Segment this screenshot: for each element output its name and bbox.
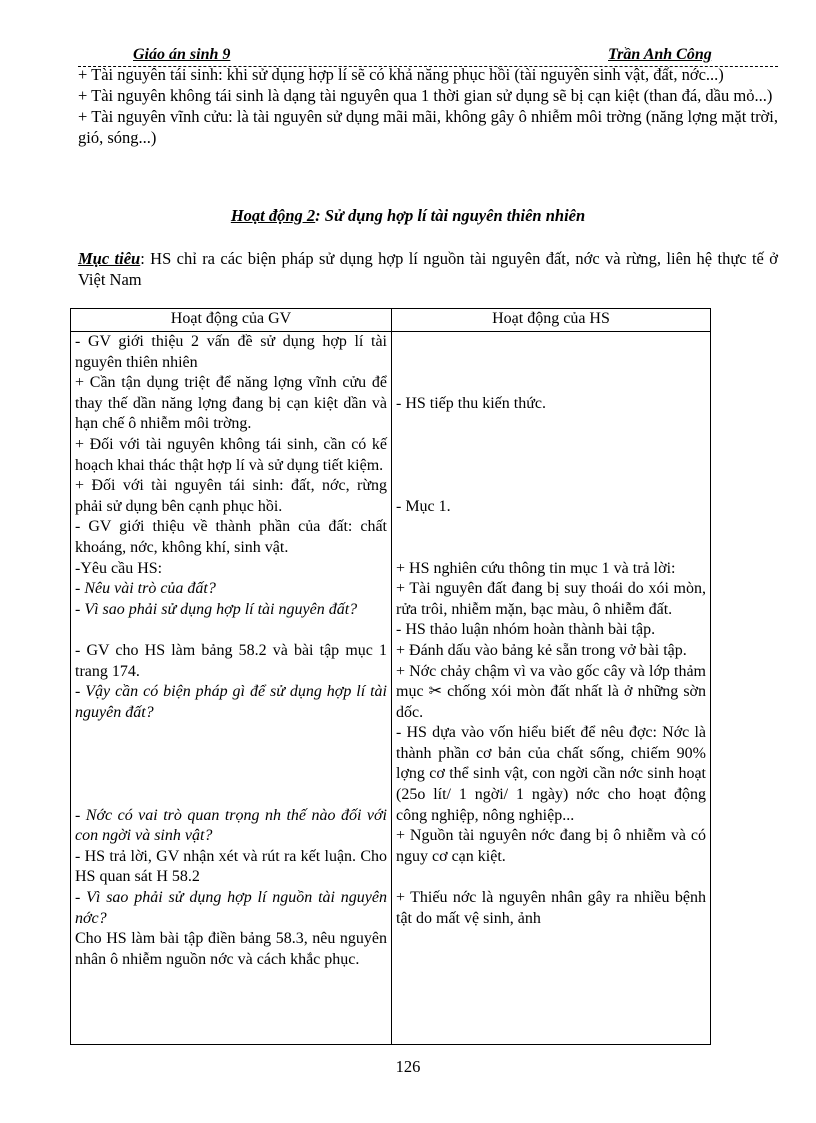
- hs-paragraph: [396, 517, 706, 538]
- section-label: Hoạt động 2: [230, 206, 316, 225]
- gv-paragraph: [75, 620, 387, 641]
- gv-content: [75, 332, 387, 970]
- gv-paragraph: - GV giới thiệu 2 vấn đề sử dụng hợp lí tài nguyên thiên nhiên: [75, 333, 387, 371]
- gv-paragraph: + Cần tận dụng triệt để năng lợng vĩnh cửu để thay thế dần năng lợng đang bị cạn kiệt dần và hạn chế ô nhiễm môi trờng.: [75, 374, 387, 433]
- gv-paragraph: [75, 764, 387, 785]
- header-gv: Hoạt động của GV: [71, 309, 392, 332]
- hs-paragraph: [396, 414, 706, 435]
- gv-paragraph: Cho HS làm bài tập điền bảng 58.3, nêu nguyên nhân ô nhiễm nguồn nớc và cách khắc phục.: [75, 930, 387, 968]
- activity-table: [70, 308, 711, 1045]
- hs-paragraph: - HS tiếp thu kiến thức.: [396, 394, 546, 412]
- header-author: Trần Anh Công: [608, 46, 712, 63]
- table-row: [71, 332, 711, 1045]
- hs-paragraph: - Mục 1.: [396, 497, 451, 515]
- hs-paragraph: [396, 353, 706, 374]
- objective-text: : HS chỉ ra các biện pháp sử dụng hợp lí nguồn tài nguyên đất, nớc và rừng, liên hệ thực tế ở Việt Nam: [78, 249, 778, 289]
- gv-paragraph: + Đối với tài nguyên không tái sinh, cần có kế hoạch khai thác thật hợp lí và sử dụng tiết kiệm.: [75, 435, 387, 474]
- objective-label: Mục tiêu: [78, 249, 141, 268]
- table-header-row: [71, 309, 711, 332]
- header-left-title: Giáo án sinh 9: [133, 46, 231, 63]
- hs-paragraph: [396, 476, 706, 497]
- hs-content: [396, 332, 706, 929]
- gv-paragraph: - GV cho HS làm bảng 58.2 và bài tập mục 1 trang 174.: [75, 641, 387, 680]
- hs-paragraph: + Nớc chảy chậm vì va vào gốc cây và lớp thảm mục ✂ chống xói mòn đất nhất là ở những sờn dốc.: [396, 662, 706, 721]
- gv-paragraph: - Nêu vài trò của đất?: [75, 580, 216, 598]
- hs-paragraph: [396, 867, 706, 888]
- page-number: 126: [395, 1057, 421, 1076]
- gv-paragraph: - Vậy cần có biện pháp gì để sử dụng hợp lí tài nguyên đất?: [75, 683, 387, 721]
- hs-cell: [392, 332, 711, 1045]
- objective-paragraph: [78, 248, 778, 290]
- hs-paragraph: - HS thảo luận nhóm hoàn thành bài tập.: [396, 621, 656, 639]
- gv-paragraph: [75, 744, 387, 765]
- hs-paragraph: [396, 456, 706, 477]
- hs-paragraph: [396, 538, 706, 559]
- gv-paragraph: [75, 723, 387, 744]
- gv-paragraph: - Nớc có vai trò quan trọng nh thế nào đối với con ngời và sinh vật?: [75, 806, 387, 845]
- gv-paragraph: - Vì sao phải sử dụng hợp lí tài nguyên đất?: [75, 600, 358, 618]
- hs-paragraph: + HS nghiên cứu thông tin mục 1 và trả lời:: [396, 559, 676, 577]
- hs-paragraph: + Thiếu nớc là nguyên nhân gây ra nhiều bệnh tật do mất vệ sinh, ảnh: [396, 889, 706, 927]
- hs-paragraph: [396, 332, 706, 353]
- hs-paragraph: - HS dựa vào vốn hiểu biết để nêu đợc: Nớc là thành phần cơ bản của chất sống, chiếm 90% lợng cơ thể sinh vật, con ngời cần nớc sinh hoạt (25o lít/ 1 ngời/ 1 ngày) nớc cho hoạt động công nghiệp, nông nghiệp...: [396, 724, 706, 824]
- hs-paragraph: + Tài nguyên đất đang bị suy thoái do xói mòn, rửa trôi, nhiễm mặn, bạc màu, ô nhiễm đất.: [396, 580, 706, 618]
- gv-paragraph: + Đối với tài nguyên tái sinh: đất, nớc, rừng phải sử dụng bên cạnh phục hồi.: [75, 477, 387, 515]
- gv-paragraph: -Yêu cầu HS:: [75, 559, 163, 577]
- intro-line: + Tài nguyên tái sinh: khi sử dụng hợp lí sẽ có khả năng phục hồi (tài nguyên sinh vật, đất, nớc...): [78, 65, 724, 84]
- header-hs: Hoạt động của HS: [392, 309, 711, 332]
- gv-paragraph: - GV giới thiệu về thành phần của đất: chất khoáng, nớc, không khí, sinh vật.: [75, 518, 387, 556]
- hs-paragraph: [396, 373, 706, 394]
- section-title-text: : Sử dụng hợp lí tài nguyên thiên nhiên: [315, 206, 586, 225]
- gv-paragraph: [75, 785, 387, 806]
- gv-paragraph: - Vì sao phải sử dụng hợp lí nguồn tài nguyên nớc?: [75, 889, 387, 927]
- hs-paragraph: + Nguồn tài nguyên nớc đang bị ô nhiễm và có nguy cơ cạn kiệt.: [396, 827, 706, 865]
- section-heading: [0, 206, 816, 226]
- intro-line: + Tài nguyên vĩnh cửu: là tài nguyên sử dụng mãi mãi, không gây ô nhiễm môi trờng (năng lợng mặt trời, gió, sóng...): [78, 107, 778, 147]
- gv-cell: [71, 332, 392, 1045]
- intro-paragraphs: [78, 64, 778, 148]
- hs-paragraph: [396, 435, 706, 456]
- intro-line: + Tài nguyên không tái sinh là dạng tài nguyên qua 1 thời gian sử dụng sẽ bị cạn kiệt (than đá, dầu mỏ...): [78, 86, 773, 105]
- gv-paragraph: - HS trả lời, GV nhận xét và rút ra kết luận. Cho HS quan sát H 58.2: [75, 847, 387, 886]
- hs-paragraph: + Đánh dấu vào bảng kẻ sẵn trong vở bài tập.: [396, 641, 687, 659]
